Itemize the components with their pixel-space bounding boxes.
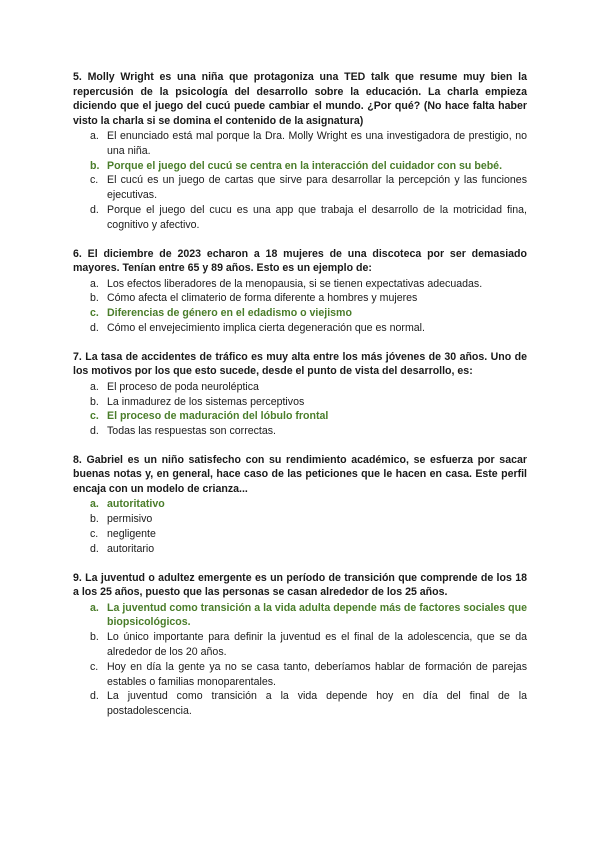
option-text: Diferencias de género en el edadismo o viejismo bbox=[107, 307, 352, 320]
option-text: El proceso de poda neuroléptica bbox=[107, 380, 259, 393]
option-text: La juventud como transición a la vida depende hoy en día del final de la postadolescencia. bbox=[107, 690, 527, 718]
question-9 bbox=[73, 571, 527, 719]
option-text: El cucú es un juego de cartas que sirve para desarrollar la percepción y las funciones ejecutivas. bbox=[107, 174, 527, 202]
option-letter: d. bbox=[90, 690, 99, 703]
question-text: 6. El diciembre de 2023 echaron a 18 mujeres de una discoteca por ser demasiado mayores. Tenían entre 65 y 89 años. Esto es un ejemplo de: bbox=[73, 247, 527, 275]
option-c bbox=[73, 527, 527, 542]
option-text: Porque el juego del cucú se centra en la interacción del cuidador con su bebé. bbox=[107, 159, 503, 172]
option-letter: a. bbox=[90, 380, 99, 393]
option-d bbox=[73, 321, 527, 336]
option-d bbox=[73, 689, 527, 719]
option-letter: d. bbox=[90, 321, 99, 334]
option-letter: b. bbox=[90, 159, 100, 172]
option-letter: d. bbox=[90, 542, 99, 555]
question-text: 9. La juventud o adultez emergente es un período de transición que comprende de los 18 a los 25 años, puesto que las personas se casan alrededor de los 25 años. bbox=[73, 571, 527, 599]
option-text: autoritativo bbox=[107, 498, 165, 511]
option-a-correct bbox=[73, 497, 527, 512]
option-list bbox=[73, 129, 527, 233]
option-letter: a. bbox=[90, 277, 99, 290]
option-list bbox=[73, 601, 527, 719]
option-letter: d. bbox=[90, 203, 99, 216]
option-b bbox=[73, 291, 527, 306]
option-text: Hoy en día la gente ya no se casa tanto, deberíamos hablar de formación de parejas estables o familias monoparentales. bbox=[107, 660, 527, 688]
question-text: 8. Gabriel es un niño satisfecho con su rendimiento académico, se esfuerza por sacar buenas notas y, en general, hace caso de las peticiones que le hacen en casa. Este perfil encaja con un modelo de crianza... bbox=[73, 453, 527, 495]
option-list bbox=[73, 277, 527, 336]
option-letter: c. bbox=[90, 528, 99, 541]
option-text: Los efectos liberadores de la menopausia, si se tienen expectativas adecuadas. bbox=[107, 277, 483, 290]
option-a bbox=[73, 380, 527, 395]
option-d bbox=[73, 542, 527, 557]
option-letter: a. bbox=[90, 498, 99, 511]
option-c bbox=[73, 173, 527, 203]
option-c-correct bbox=[73, 409, 527, 424]
question-text: 5. Molly Wright es una niña que protagoniza una TED talk que resume muy bien la repercusión de la psicología del desarrollo sobre la educación. La charla empieza diciendo que el juego del cucú puede cambiar el mundo. ¿Por qué? (No hace falta haber visto la charla si se domina el contenido de la asignatura) bbox=[73, 71, 527, 127]
option-a bbox=[73, 277, 527, 292]
question-5 bbox=[73, 70, 527, 233]
option-d bbox=[73, 203, 527, 233]
question-text: 7. La tasa de accidentes de tráfico es muy alta entre los más jóvenes de 30 años. Uno de los motivos por los que esto sucede, desde el punto de vista del desarrollo, es: bbox=[73, 350, 527, 378]
option-letter: a. bbox=[90, 130, 99, 142]
option-b-correct bbox=[73, 159, 527, 174]
option-text: Todas las respuestas son correctas. bbox=[107, 425, 276, 438]
option-a bbox=[73, 129, 527, 159]
option-c bbox=[73, 660, 527, 690]
option-letter: b. bbox=[90, 292, 99, 305]
option-text: La juventud como transición a la vida adulta depende más de factores sociales que biopsicológicos. bbox=[107, 601, 527, 629]
option-b bbox=[73, 395, 527, 410]
option-a-correct bbox=[73, 601, 527, 631]
option-letter: b. bbox=[90, 631, 99, 644]
option-letter: b. bbox=[90, 395, 99, 408]
option-letter: c. bbox=[90, 410, 99, 423]
option-b bbox=[73, 630, 527, 660]
question-7 bbox=[73, 350, 527, 439]
option-c-correct bbox=[73, 306, 527, 321]
quiz-document bbox=[73, 70, 527, 733]
question-6 bbox=[73, 247, 527, 336]
option-letter: c. bbox=[90, 307, 99, 320]
option-list bbox=[73, 380, 527, 439]
option-b bbox=[73, 512, 527, 527]
option-text: El enunciado está mal porque la Dra. Molly Wright es una investigadora de prestigio, no una niña. bbox=[107, 130, 527, 157]
question-8 bbox=[73, 453, 527, 557]
option-letter: a. bbox=[90, 601, 99, 614]
option-letter: c. bbox=[90, 660, 99, 673]
option-text: El proceso de maduración del lóbulo frontal bbox=[107, 410, 329, 423]
option-text: autoritario bbox=[107, 542, 155, 555]
option-text: Cómo afecta el climaterio de forma diferente a hombres y mujeres bbox=[107, 292, 418, 305]
option-text: La inmadurez de los sistemas perceptivos bbox=[107, 395, 305, 408]
option-d bbox=[73, 424, 527, 439]
option-letter: c. bbox=[90, 174, 99, 187]
option-text: Porque el juego del cucu es una app que trabaja el desarrollo de la motricidad fina, cognitivo y afectivo. bbox=[107, 203, 527, 231]
option-letter: d. bbox=[90, 425, 99, 438]
option-text: Cómo el envejecimiento implica cierta degeneración que es normal. bbox=[107, 321, 425, 334]
option-text: permisivo bbox=[107, 513, 153, 526]
option-text: Lo único importante para definir la juventud es el final de la adolescencia, que se da alrededor de los 20 años. bbox=[107, 631, 527, 659]
option-list bbox=[73, 497, 527, 556]
option-text: negligente bbox=[107, 528, 156, 541]
option-letter: b. bbox=[90, 513, 99, 526]
